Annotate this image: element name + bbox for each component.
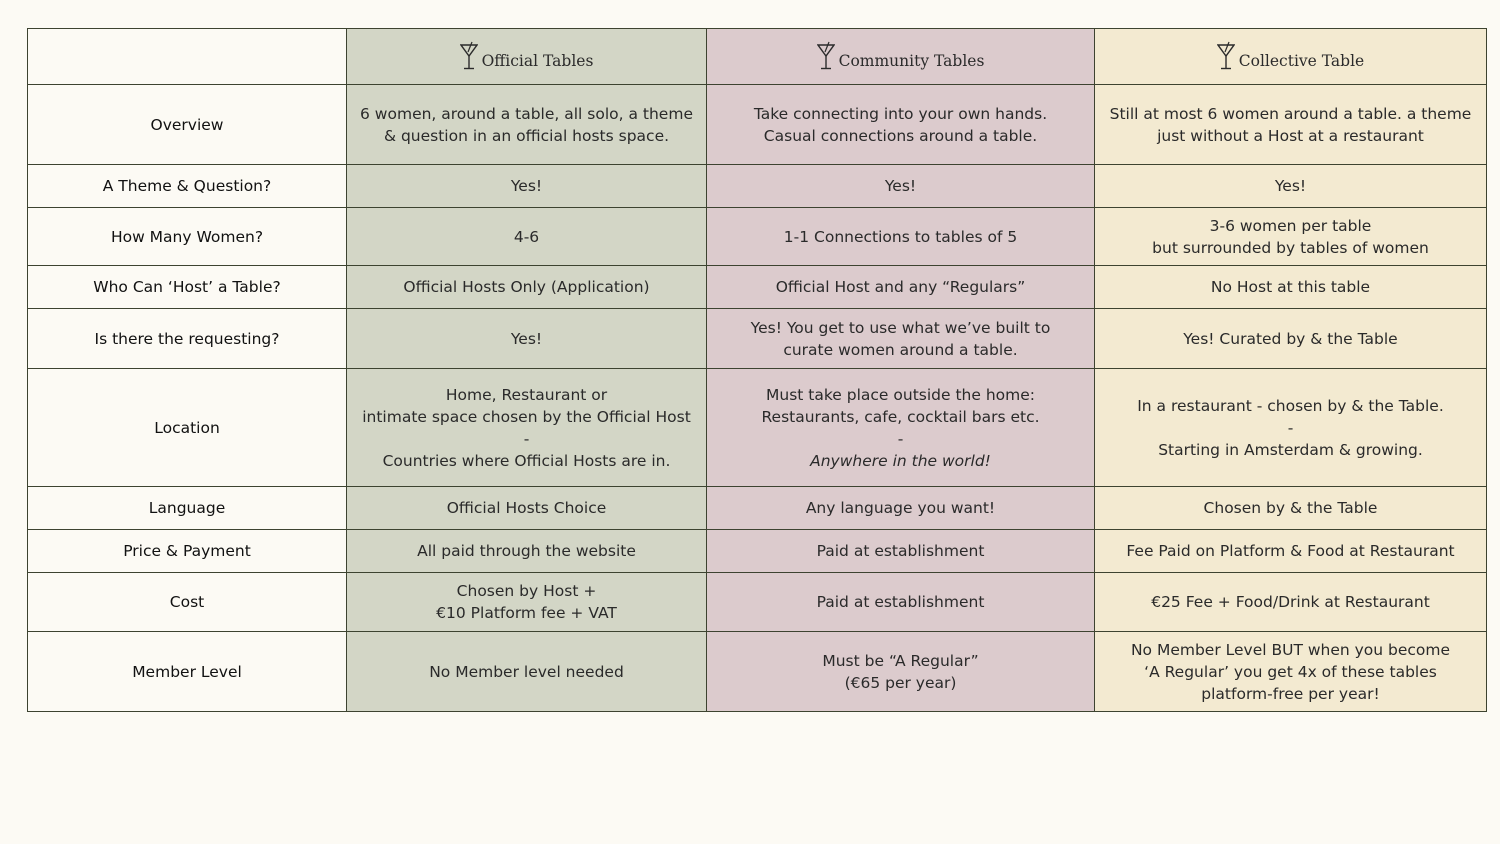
cocktail-glass-icon [817,41,835,71]
cell-text: Fee Paid on Platform & Food at Restaurant [1126,542,1455,560]
cell-text: - [1287,418,1294,437]
cell-community [707,309,1095,369]
cell-text: curate women around a table. [783,340,1018,359]
cell-text: Yes! Curated by & the Table [1183,329,1398,348]
cell-text: Chosen by Host + [456,582,597,600]
cell-text: €25 Fee + Food/Drink at Restaurant [1151,593,1430,611]
cell-text: Yes! You get to use what we’ve built to [750,318,1051,337]
cell-text: Yes! [510,177,543,195]
cell-official [347,369,707,487]
cell-text: Paid at establishment [816,593,985,611]
cell-text: Home, Restaurant or [445,385,608,404]
cell-text: Yes! [1274,177,1307,195]
cell-community [707,573,1095,632]
cell-collective [1095,85,1487,165]
cocktail-glass-icon [460,41,478,71]
cell-text: intimate space chosen by the Official Host [362,407,691,426]
table-row [28,85,1487,165]
cell-collective [1095,309,1487,369]
header-community-label: Community Tables [838,52,985,70]
row-label: Price & Payment [28,530,347,573]
cell-text: - [523,429,530,448]
cell-community [707,632,1095,712]
cell-text: No Member level needed [429,662,624,681]
cell-text: Countries where Official Hosts are in. [382,451,671,470]
cell-text: & question in an official hosts space. [383,126,670,145]
comparison-table [27,28,1487,712]
table-row [28,487,1487,530]
cell-text: 3-6 women per table [1209,216,1372,235]
cell-text: Paid at establishment [816,542,985,560]
cell-text: Casual connections around a table. [763,126,1038,145]
cell-text: just without a Host at a restaurant [1157,126,1424,145]
table-row [28,573,1487,632]
cell-text: Restaurants, cafe, cocktail bars etc. [761,407,1040,426]
cell-text: Official Host and any “Regulars” [775,278,1026,296]
cell-collective [1095,266,1487,309]
cell-official [347,487,707,530]
cell-text: Must take place outside the home: [766,385,1035,404]
cell-text: Still at most 6 women around a table. a theme [1109,104,1472,123]
header-collective-label: Collective Table [1238,52,1365,70]
cell-text: Yes! [510,329,543,348]
cell-text: - [897,429,904,448]
cell-text: Official Hosts Only (Application) [403,278,650,296]
cell-text: (€65 per year) [844,673,957,692]
cell-collective [1095,530,1487,573]
cell-text: No Host at this table [1210,278,1371,296]
table-row [28,530,1487,573]
table-row [28,632,1487,712]
cell-community [707,369,1095,487]
header-empty-cell [28,29,347,85]
cell-text: ‘A Regular’ you get 4x of these tables [1144,662,1437,681]
row-label: Is there the requesting? [28,309,347,369]
cell-text: Chosen by & the Table [1203,499,1378,517]
table-row [28,208,1487,266]
cell-community [707,165,1095,208]
cocktail-glass-icon [1217,41,1235,71]
cell-text: Yes! [884,177,917,195]
cell-collective [1095,573,1487,632]
table-row [28,369,1487,487]
header-official-tables [347,29,707,85]
row-label: Overview [28,85,347,165]
row-label: Location [28,369,347,487]
cell-text: Official Hosts Choice [446,499,607,517]
header-official-label: Official Tables [481,52,594,70]
cell-collective [1095,208,1487,266]
table-row [28,309,1487,369]
cell-community [707,85,1095,165]
cell-collective [1095,369,1487,487]
cell-official [347,165,707,208]
cell-text: €10 Platform fee + VAT [436,604,617,622]
cell-text: Any language you want! [805,499,996,517]
cell-text: Take connecting into your own hands. [753,104,1048,123]
cell-collective [1095,487,1487,530]
table-row [28,165,1487,208]
cell-text: but surrounded by tables of women [1152,238,1429,257]
row-label: Cost [28,573,347,632]
cell-official [347,85,707,165]
cell-text: Starting in Amsterdam & growing. [1158,440,1423,459]
cell-text: In a restaurant - chosen by & the Table. [1137,396,1444,415]
header-row [28,29,1487,85]
cell-text: 1-1 Connections to tables of 5 [783,227,1018,246]
cell-official [347,632,707,712]
cell-official [347,266,707,309]
row-label: Member Level [28,632,347,712]
cell-text-italic: Anywhere in the world! [810,451,991,470]
cell-collective [1095,632,1487,712]
cell-text: 6 women, around a table, all solo, a theme [360,104,693,123]
cell-official [347,309,707,369]
cell-text: Must be “A Regular” [822,651,979,670]
cell-community [707,208,1095,266]
row-label: Language [28,487,347,530]
cell-text: No Member Level BUT when you become [1130,640,1451,659]
cell-official [347,208,707,266]
cell-text: platform-free per year! [1201,684,1380,703]
cell-text: 4-6 [513,227,540,246]
row-label: Who Can ‘Host’ a Table? [28,266,347,309]
row-label: How Many Women? [28,208,347,266]
cell-community [707,530,1095,573]
header-community-tables [707,29,1095,85]
header-collective-table [1095,29,1487,85]
cell-official [347,530,707,573]
row-label: A Theme & Question? [28,165,347,208]
table-row [28,266,1487,309]
cell-community [707,487,1095,530]
cell-text: All paid through the website [417,542,636,560]
cell-official [347,573,707,632]
cell-community [707,266,1095,309]
cell-collective [1095,165,1487,208]
